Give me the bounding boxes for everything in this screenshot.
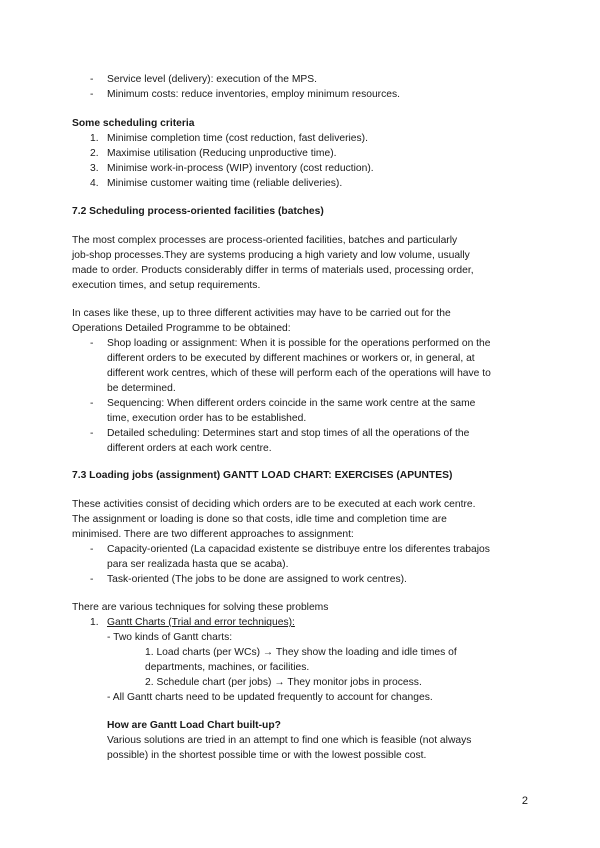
paragraph-line: execution times, and setup requirements. (72, 280, 261, 291)
criteria-item: Minimise completion time (cost reduction, fast deliveries). (107, 133, 368, 144)
section-heading-7-3: 7.3 Loading jobs (assignment) GANTT LOAD CHART: EXERCISES (APUNTES) (72, 470, 453, 481)
bullet-line: para ser realizada hasta que se acaba). (107, 559, 289, 570)
list-number: 1. (90, 617, 99, 628)
paragraph-line: made to order. Products considerably differ in terms of materials used, processing order, (72, 265, 474, 276)
bullet-marker: - (90, 428, 94, 439)
kinds-intro: - Two kinds of Gantt charts: (107, 632, 233, 643)
paragraph-line: In cases like these, up to three different activities may have to be carried out for the (72, 308, 451, 319)
bullet-marker: - (90, 74, 94, 85)
list-number: 4. (90, 178, 99, 189)
criteria-item: Maximise utilisation (Reducing unproductive time). (107, 148, 337, 159)
paragraph-line: Operations Detailed Programme to be obtained: (72, 323, 291, 334)
list-number: 3. (90, 163, 99, 174)
bullet-line: different orders to be executed by different machines or workers or, in general, at (107, 353, 475, 364)
bullet-line: time, execution order has to be established. (107, 413, 307, 424)
bullet-line: Task-oriented (The jobs to be done are assigned to work centres). (107, 574, 407, 585)
bullet-line: Detailed scheduling: Determines start and stop times of all the operations of the (107, 428, 470, 439)
criteria-item: Minimise work-in-process (WIP) inventory (cost reduction). (107, 163, 374, 174)
technique-title: Gantt Charts (Trial and error techniques): (107, 617, 295, 628)
bullet-marker: - (90, 574, 94, 585)
list-number: 1. (90, 133, 99, 144)
bullet-marker: - (90, 338, 94, 349)
paragraph-line: job-shop processes.They are systems producing a high variety and low volume, usually (72, 250, 470, 261)
paragraph-line: These activities consist of deciding which orders are to be executed at each work centre. (72, 499, 476, 510)
bullet-marker: - (90, 398, 94, 409)
bullet-line: be determined. (107, 383, 176, 394)
intro-bullet: Service level (delivery): execution of the MPS. (107, 74, 318, 85)
paragraph-line: minimised. There are two different approaches to assignment: (72, 529, 354, 540)
kind-line: departments, machines, or facilities. (145, 662, 310, 673)
list-number: 2. (90, 148, 99, 159)
bullet-line: Sequencing: When different orders coincide in the same work centre at the same (107, 398, 476, 409)
paragraph-line: There are various techniques for solving these problems (72, 602, 329, 613)
bullet-line: Shop loading or assignment: When it is possible for the operations performed on the (107, 338, 491, 349)
criteria-heading: Some scheduling criteria (72, 118, 195, 129)
paragraph-line: The assignment or loading is done so that costs, idle time and completion time are (72, 514, 447, 525)
paragraph-line: possible) in the shortest possible time or with the lowest possible cost. (107, 750, 427, 761)
paragraph-line: Various solutions are tried in an attempt to find one which is feasible (not always (107, 735, 472, 746)
note-line: - All Gantt charts need to be updated frequently to account for changes. (107, 692, 433, 703)
page-number: 2 (521, 795, 528, 807)
section-heading-7-2: 7.2 Scheduling process-oriented facilities (batches) (72, 206, 324, 217)
bullet-line: different orders at each work centre. (107, 443, 272, 454)
paragraph-line: The most complex processes are process-oriented facilities, batches and particularly (72, 235, 458, 246)
bullet-line: Capacity-oriented (La capacidad existente se distribuye entre los diferentes trabajos (107, 544, 490, 555)
bullet-marker: - (90, 89, 94, 100)
kind-line: 1. Load charts (per WCs) → They show the loading and idle times of (145, 647, 457, 658)
intro-bullet: Minimum costs: reduce inventories, employ minimum resources. (107, 89, 400, 100)
kind-line: 2. Schedule chart (per jobs) → They monitor jobs in process. (145, 677, 422, 688)
criteria-item: Minimise customer waiting time (reliable deliveries). (107, 178, 343, 189)
bullet-marker: - (90, 544, 94, 555)
bullet-line: different work centres, which of these will perform each of the operations will have to (107, 368, 491, 379)
sub-heading: How are Gantt Load Chart built-up? (107, 720, 281, 731)
